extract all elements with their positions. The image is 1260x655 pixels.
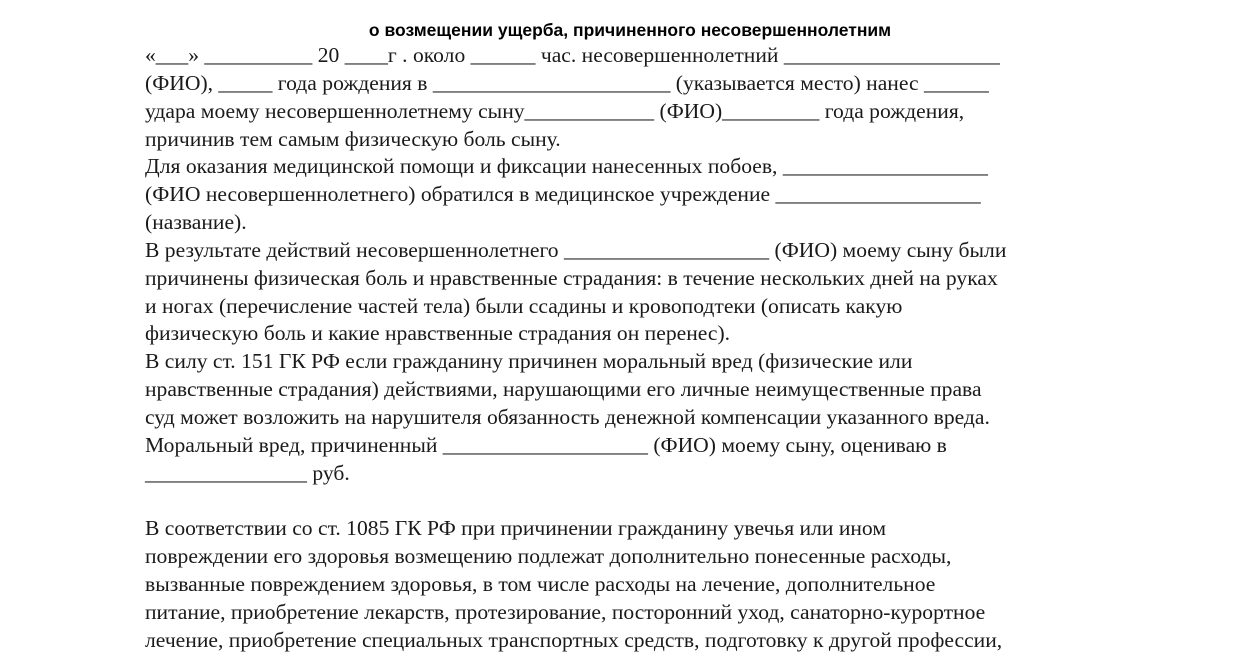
text-line: повреждении его здоровья возмещению подлежат дополнительно понесенные расходы, xyxy=(145,544,952,569)
text-line: Для оказания медицинской помощи и фиксации нанесенных побоев, ___________________ xyxy=(145,154,988,179)
text-line: Моральный вред, причиненный ___________________ (ФИО) моему сыну, оцениваю в xyxy=(145,432,947,457)
text-line: (ФИО несовершеннолетнего) обратился в медицинское учреждение ___________________ xyxy=(145,182,981,207)
text-line: В соответствии со ст. 1085 ГК РФ при причинении гражданину увечья или ином xyxy=(145,516,886,541)
text-line: физическую боль и какие нравственные страдания он перенес). xyxy=(145,321,731,346)
text-line: лечение, приобретение специальных транспортных средств, подготовку к другой профессии, xyxy=(145,627,1003,652)
document-title: о возмещении ущерба, причиненного несовершеннолетним xyxy=(368,20,892,40)
text-line: причинив тем самым физическую боль сыну. xyxy=(145,126,561,151)
text-line: (ФИО), _____ года рождения в ______________________ (указывается место) нанес ______ xyxy=(145,70,989,95)
text-line: В результате действий несовершеннолетнего ___________________ (ФИО) моему сыну были xyxy=(145,237,1007,262)
text-line: причинены физическая боль и нравственные страдания: в течение нескольких дней на руках xyxy=(145,265,998,290)
text-line: удара моему несовершеннолетнему сыну____________ (ФИО)_________ года рождения, xyxy=(145,98,965,123)
text-line: питание, приобретение лекарств, протезирование, посторонний уход, санаторно-курортное xyxy=(145,599,986,624)
text-line: суд может возложить на нарушителя обязанность денежной компенсации указанного вреда. xyxy=(145,404,990,429)
text-line: вызванные повреждением здоровья, в том числе расходы на лечение, дополнительное xyxy=(145,572,936,597)
paragraph-gap xyxy=(145,488,1155,516)
text-line: _______________ руб. xyxy=(145,460,350,485)
text-line: и ногах (перечисление частей тела) были ссадины и кровоподтеки (описать какую xyxy=(145,293,903,318)
text-line: «___» __________ 20 ____г . около ______ час. несовершеннолетний ____________________ xyxy=(145,43,1000,67)
text-line: В силу ст. 151 ГК РФ если гражданину причинен моральный вред (физические или xyxy=(145,349,913,374)
text-line: нравственные страдания) действиями, нарушающими его личные неимущественные права xyxy=(145,377,982,402)
text-line: (название). xyxy=(145,210,247,235)
document-body xyxy=(145,42,1155,655)
